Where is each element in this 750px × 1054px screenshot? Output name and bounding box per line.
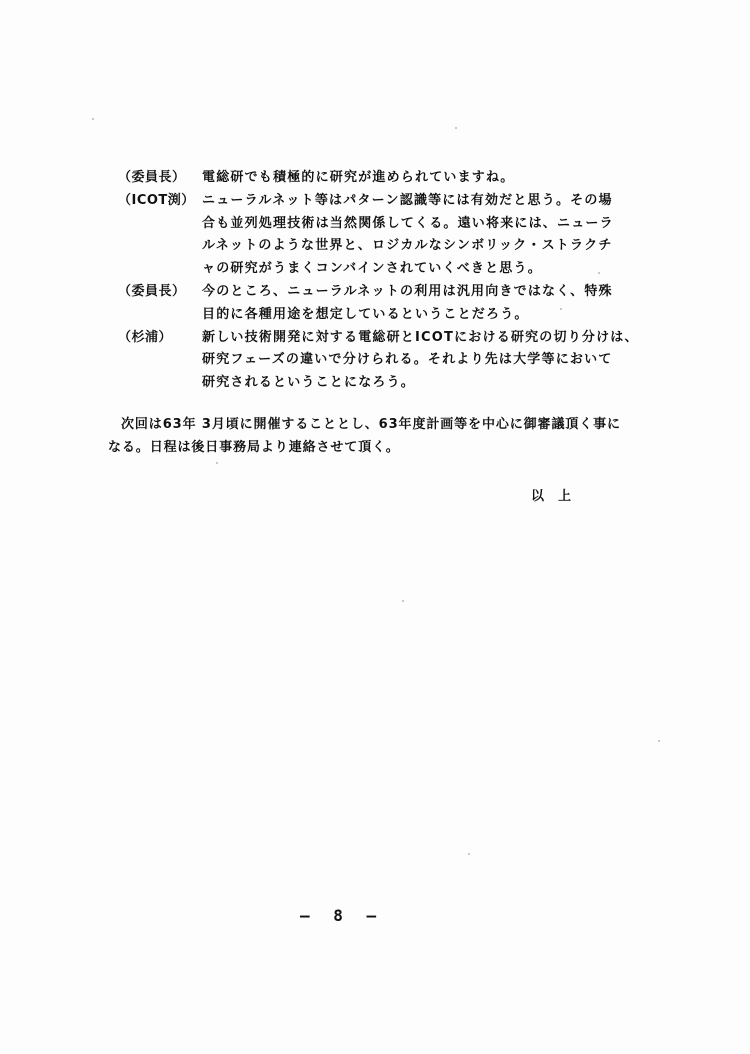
speech-line: 今のところ、ニューラルネットの利用は汎用向きではなく、特殊 xyxy=(202,283,613,299)
minutes-entry xyxy=(118,190,638,281)
closing-line: なる。日程は後日事務局より連絡させて頂く。 xyxy=(108,439,400,455)
scan-speck xyxy=(92,118,94,120)
scan-speck xyxy=(216,462,218,464)
end-mark: 以上 xyxy=(531,489,586,504)
minutes-entry xyxy=(118,281,638,327)
speech-text xyxy=(202,281,642,327)
page-number: — 8 — xyxy=(300,906,384,925)
speaker-label: （杉浦） xyxy=(118,329,173,345)
speech-text xyxy=(202,190,642,281)
speech-line: ニューラルネット等はパターン認識等には有効だと思う。その場 xyxy=(202,192,613,208)
speech-text xyxy=(202,327,642,395)
speech-line: 新しい技術開発に対する電総研とICOTにおける研究の切り分けは、 xyxy=(202,329,639,345)
scan-speck xyxy=(455,127,457,129)
speaker-label: （委員長） xyxy=(118,283,186,299)
speech-line: 合も並列処理技術は当然関係してくる。遠い将来には、ニューラ xyxy=(202,215,614,231)
closing-line: 次回は63年 3月頃に開催することとし、63年度計画等を中心に御審議頂く事に xyxy=(121,417,621,432)
speaker-label: （委員長） xyxy=(118,170,186,185)
minutes-entry xyxy=(118,167,638,190)
speech-text xyxy=(202,167,642,190)
speaker-label: （ICOT渕） xyxy=(118,192,195,208)
scan-speck xyxy=(468,853,470,855)
speech-line: 研究フェーズの違いで分けられる。それより先は大学等において xyxy=(202,352,613,368)
speech-line: 電総研でも積極的に研究が進められていますね。 xyxy=(202,170,515,185)
speech-line: ルネットのような世界と、ロジカルなシンボリック・ストラクチ xyxy=(202,238,613,254)
scan-speck xyxy=(402,600,404,602)
minutes-entry xyxy=(118,327,638,395)
speech-line: 研究されるということになろう。 xyxy=(202,375,416,391)
speech-line: 目的に各種用途を想定しているということだろう。 xyxy=(202,306,529,322)
closing-paragraph xyxy=(108,414,628,459)
speech-line: ャの研究がうまくコンバインされていくべきと思う。 xyxy=(202,261,542,277)
scan-speck xyxy=(658,740,660,742)
meeting-minutes xyxy=(118,167,638,395)
